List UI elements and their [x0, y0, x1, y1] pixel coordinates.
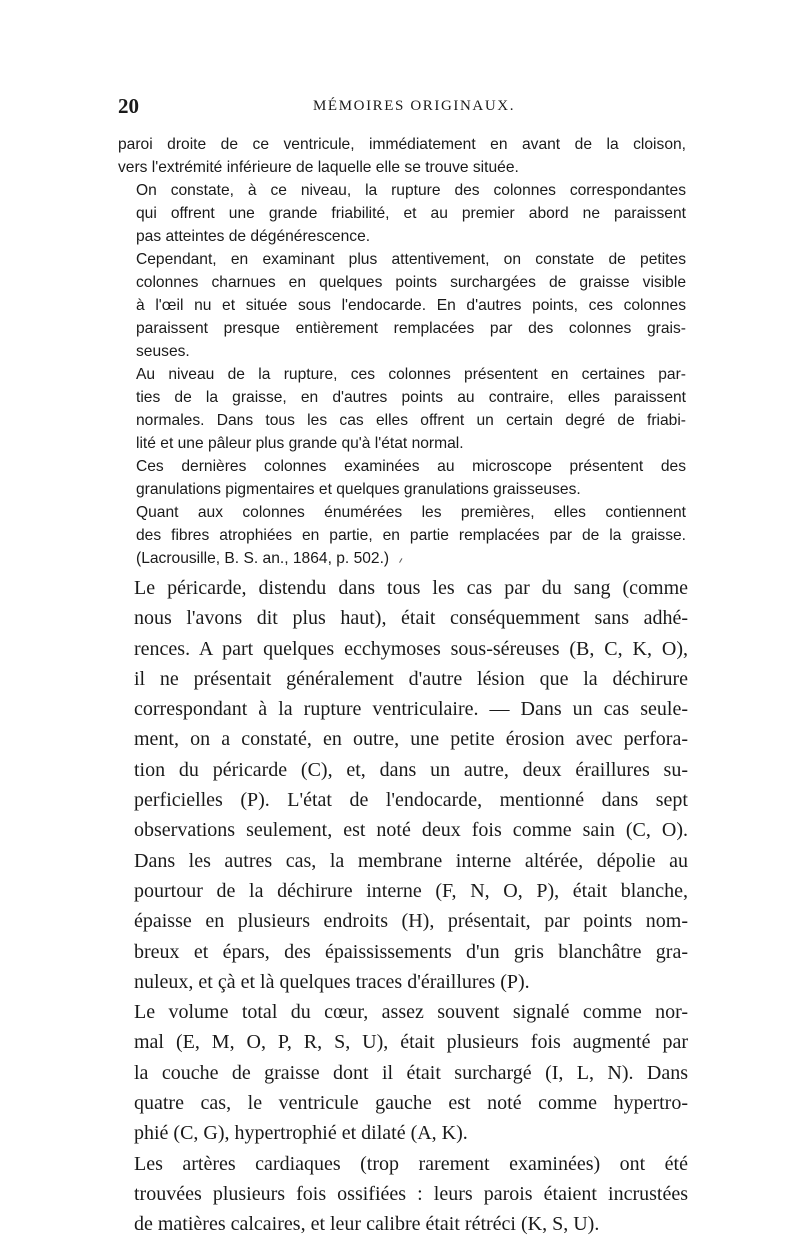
main-paragraph: [112, 997, 688, 1148]
small-print-text-line: des fibres atrophiées en partie, en partie remplacées par de la graisse.: [136, 527, 686, 544]
small-print-text-line: Au niveau de la rupture, ces colonnes présentent en certaines par-: [136, 366, 686, 383]
main-paragraph: [112, 1149, 688, 1240]
main-text-line: la couche de graisse dont il était surchargé (I, L, N). Dans: [134, 1061, 688, 1084]
main-text-line: épaisse en plusieurs endroits (H), présentait, par points nom-: [134, 910, 688, 933]
small-print-text-line: Cependant, en examinant plus attentivement, on constate de petites: [136, 251, 686, 268]
small-print-paragraph: [118, 248, 686, 363]
small-print-text-line: Quant aux colonnes énumérées les premières, elles contiennent: [136, 504, 686, 521]
main-text-line: tion du péricarde (C), et, dans un autre, deux éraillures su-: [134, 758, 688, 781]
main-text-line: rences. A part quelques ecchymoses sous-séreuses (B, C, K, O),: [134, 637, 688, 660]
main-text-line: ment, on a constaté, en outre, une petite érosion avec perfora-: [134, 728, 688, 751]
main-text-line: quatre cas, le ventricule gauche est noté comme hypertro-: [134, 1092, 688, 1115]
small-print-text-line: (Lacrousille, B. S. an., 1864, p. 502.): [136, 550, 390, 567]
small-print-text-line: seuses.: [136, 343, 190, 360]
journal-title: MÉMOIRES ORIGINAUX.: [313, 98, 516, 114]
main-text-line: Le volume total du cœur, assez souvent signalé comme nor-: [134, 1001, 688, 1024]
small-print-text-line: lité et une pâleur plus grande qu'à l'état normal.: [136, 435, 464, 452]
main-text-line: correspondant à la rupture ventriculaire. — Dans un cas seule-: [134, 698, 688, 721]
small-print-text-line: paroi droite de ce ventricule, immédiatement en avant de la cloison,: [118, 136, 686, 153]
case-report-small-print: [118, 133, 686, 570]
main-text-line: mal (E, M, O, P, R, S, U), était plusieurs fois augmenté par: [134, 1031, 688, 1054]
main-text-line: trouvées plusieurs fois ossifiées : leurs parois étaient incrustées: [134, 1182, 688, 1205]
main-text-line: pourtour de la déchirure interne (F, N, O, P), était blanche,: [134, 879, 688, 902]
small-print-text-line: pas atteintes de dégénérescence.: [136, 228, 371, 245]
main-paragraph: [112, 573, 688, 997]
main-text-line: nuleux, et çà et là quelques traces d'éraillures (P).: [134, 970, 530, 993]
small-print-text-line: à l'œil nu et située sous l'endocarde. En d'autres points, ces colonnes: [136, 297, 686, 314]
running-head: [118, 94, 688, 120]
small-print-paragraph: [118, 133, 686, 179]
small-print-text-line: vers l'extrémité inférieure de laquelle elle se trouve située.: [118, 159, 519, 176]
small-print-text-line: paraissent presque entièrement remplacées par des colonnes grais-: [136, 320, 686, 337]
small-print-text-line: colonnes charnues en quelques points surchargées de graisse visible: [136, 274, 686, 291]
main-text-line: Le péricarde, distendu dans tous les cas par du sang (comme: [134, 577, 688, 599]
main-text-line: nous l'avons dit plus haut), était conséquemment sans adhé-: [134, 607, 688, 630]
small-print-text-line: granulations pigmentaires et quelques granulations graisseuses.: [136, 481, 581, 498]
main-text-line: il ne présentait généralement d'autre lésion que la déchirure: [134, 667, 688, 690]
main-text-line: de matières calcaires, et leur calibre était rétréci (K, S, U).: [134, 1213, 600, 1236]
main-text-line: phié (C, G), hypertrophié et dilaté (A, K).: [134, 1122, 468, 1145]
main-text-body: [112, 573, 688, 1240]
small-print-text-line: normales. Dans tous les cas elles offrent un certain degré de friabi-: [136, 412, 686, 429]
main-text-line: observations seulement, est noté deux fois comme sain (C, O).: [134, 819, 688, 842]
small-print-text-line: Ces dernières colonnes examinées au microscope présentent des: [136, 458, 686, 475]
main-text-line: breux et épars, des épaississements d'un gris blanchâtre gra-: [134, 940, 688, 963]
small-print-paragraph: [118, 455, 686, 501]
main-text-line: perficielles (P). L'état de l'endocarde, mentionné dans sept: [134, 789, 688, 812]
small-print-paragraph: [118, 363, 686, 455]
main-text-line: Dans les autres cas, la membrane interne altérée, dépolie au: [134, 849, 688, 872]
main-text-line: Les artères cardiaques (trop rarement examinées) ont été: [134, 1152, 688, 1175]
small-print-text-line: On constate, à ce niveau, la rupture des colonnes correspondantes: [136, 182, 686, 199]
small-print-paragraph: [118, 179, 686, 248]
small-print-text-line: qui offrent une grande friabilité, et au premier abord ne paraissent: [136, 205, 686, 222]
small-print-text-line: ties de la graisse, en d'autres points au contraire, elles paraissent: [136, 389, 686, 406]
page-number: 20: [118, 94, 139, 118]
